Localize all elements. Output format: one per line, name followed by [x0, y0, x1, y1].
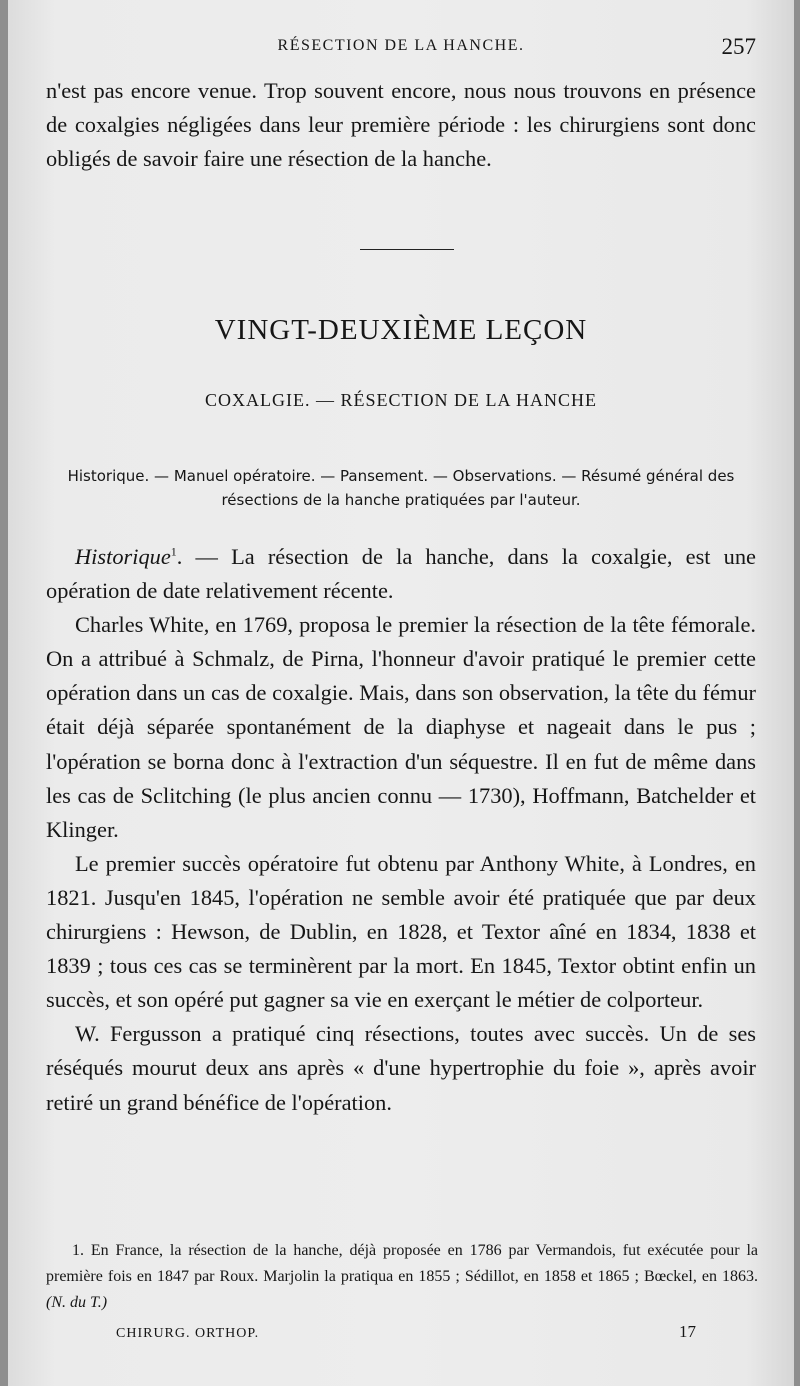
paragraph-charles-white: Charles White, en 1769, proposa le premier la résection de la tête fémorale. On a attribué à Schmalz, de Pirna, l'honneur d'avoir pratiqué le premier cette opération dans un cas de coxalgie. Mais, dans son observation, la tête du fémur était déjà séparée spontanément de la diaphyse et nageait dans le pus ; l'opération se borna donc à l'extraction d'un séquestre. Il en fut de même dans les cas de Sclitching (le plus ancien connu — 1730), Hoffmann, Batchelder et Klinger.: [46, 612, 756, 842]
book-page: [8, 0, 794, 1386]
footnote-ref: 1: [170, 544, 177, 559]
running-title: RÉSECTION DE LA HANCHE.: [277, 37, 525, 54]
historique-text: . — La résection de la hanche, dans la coxalgie, est une opération de date relativement récente.: [46, 544, 756, 604]
opening-text: [46, 74, 756, 175]
paragraph-fergusson: W. Fergusson a pratiqué cinq résections, toutes avec succès. Un de ses réséqués mourut deux ans après « d'une hypertrophie du foie », après avoir retiré un grand bénéfice de l'opération.: [46, 1021, 756, 1115]
chapter-title: VINGT-DEUXIÈME LEÇON: [214, 314, 588, 346]
chapter-subtitle: COXALGIE. — RÉSECTION DE LA HANCHE: [205, 390, 597, 410]
section-divider: [360, 249, 454, 250]
printer-signature: CHIRURG. ORTHOP.: [116, 1326, 260, 1341]
opening-paragraph: n'est pas encore venue. Trop souvent encore, nous nous trouvons en présence de coxalgies négligées dans leur première période : les chirurgiens sont donc obligés de savoir faire une résection de la hanche.: [46, 78, 756, 171]
page-header: [46, 30, 756, 70]
chapter-body: [46, 540, 756, 1120]
footnote-text: 1. En France, la résection de la hanche, déjà proposée en 1786 par Vermandois, fut exécutée pour la première fois en 1847 par Roux. Marjolin la pratiqua en 1855 ; Sédillot, en 1858 et 1865 ; Bœckel, en 1863.: [46, 1242, 758, 1285]
footnote-1: [46, 1238, 758, 1316]
footnote-attribution: (N. du T.): [46, 1294, 108, 1311]
footnote-section: [46, 1238, 758, 1316]
page-footer: [116, 1322, 696, 1346]
paragraph-historique: [46, 540, 756, 608]
paragraph-anthony-white: Le premier succès opératoire fut obtenu par Anthony White, à Londres, en 1821. Jusqu'en 1845, l'opération ne semble avoir été pratiquée que par deux chirurgiens : Hewson, de Dublin, en 1828, et Textor aîné en 1834, 1838 et 1839 ; tous ces cas se terminèrent par la mort. En 1845, Textor obtint enfin un succès, et son opéré put gagner sa vie en exerçant le métier de colporteur.: [46, 850, 756, 1013]
page-number: 257: [721, 34, 756, 59]
historique-label: Historique: [75, 544, 171, 569]
chapter-summary: Historique. — Manuel opératoire. — Pansement. — Observations. — Résumé général des résections de la hanche pratiquées par l'auteur.: [67, 467, 735, 509]
sheet-number: 17: [679, 1322, 696, 1341]
